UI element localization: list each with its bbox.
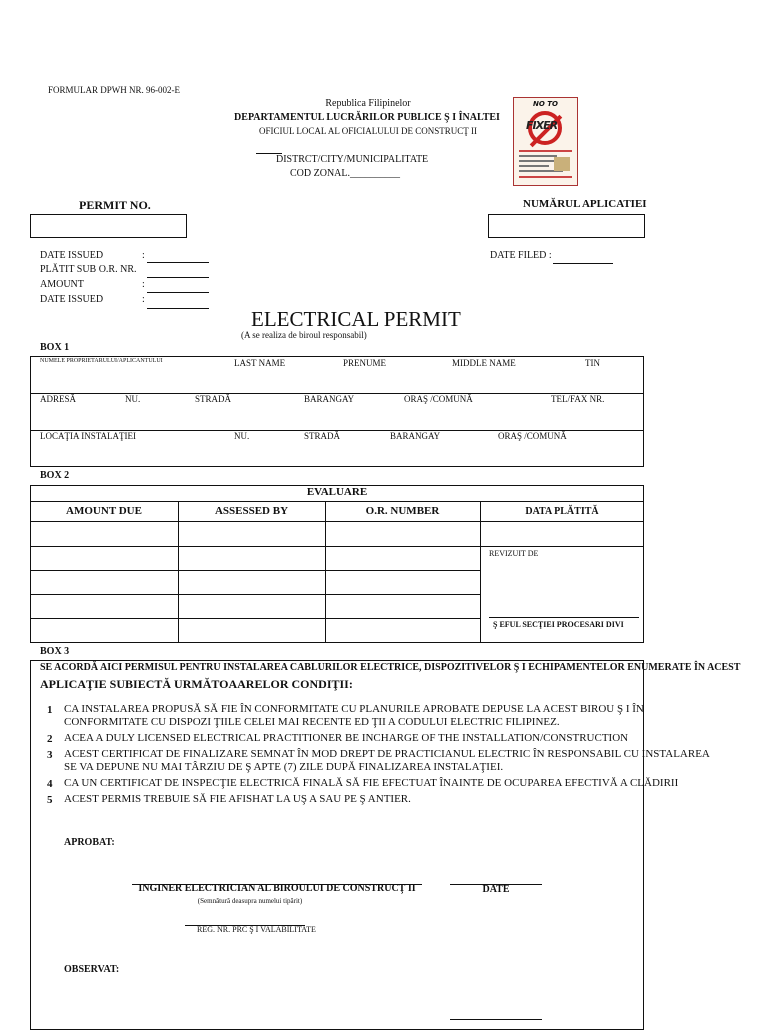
date-filed-field[interactable] (553, 263, 613, 264)
date-issued-label-2: DATE ISSUED (40, 294, 104, 305)
assessed-by-header: ASSESSED BY (214, 505, 289, 517)
page-title: ELECTRICAL PERMIT (251, 307, 461, 331)
amount-label: AMOUNT (40, 279, 84, 290)
logo-text: NO TO (533, 100, 558, 108)
signature-note: (Semnătură deasupra numelui tipărit) (197, 897, 303, 905)
owner-label: NUMELE PROPRIETARULUI/APLICANTULUI (40, 358, 163, 364)
section-chief-label: Ş EFUL SECŢIEI PROCESARI DIVI (493, 620, 624, 629)
engineer-label: INGINER ELECTRICIAN AL BIROULUI DE CONSTRUCŢ II (138, 883, 416, 894)
middle-name-label: MIDDLE NAME (452, 358, 516, 368)
condition-3: 3 ACEST CERTIFICAT DE FINALIZARE SEMNAT ÎN MOD DREPT DE PRACTICIANUL ELECTRIC ÎN RESPONSABIL CU INSTALAREA SE VA DEPUNE NU MAI TÂRZIU DE Ş APTE (7) ZILE DUPĂ FINALIZAREA INSTALAŢIEI. (47, 748, 710, 773)
application-no-field[interactable] (488, 214, 645, 238)
condition-1: 1 CA INSTALAREA PROPUSĂ SĂ FIE ÎN CONFORMITATE CU PLANURILE APROBATE DEPUSE LA ACEST BIROU Ş I ÎN CONFORMITATE CU DISPOZI ŢIILE CELEI MAI RECENTE ED ŢII A CODULUI ELECTRIC FILIPINEZ. (47, 703, 644, 728)
last-name-label: LAST NAME (234, 358, 286, 368)
conditions-intro: SE ACORDĂ AICI PERMISUL PENTRU INSTALAREA CABLURILOR ELECTRICE, DISPOZITIVELOR Ş I ECHIPAMENTELOR ENUMERATE ÎN ACEST (40, 662, 741, 673)
condition-2: 2 ACEA A DULY LICENSED ELECTRICAL PRACTITIONER BE INCHARGE OF THE INSTALLATION/CONSTRUCTION (47, 732, 629, 745)
page-subtitle: (A se realiza de biroul responsabil) (241, 330, 367, 340)
approved-label: APROBAT: (64, 837, 115, 848)
district-label: DISTRCT/CITY/MUNICIPALITATE (276, 154, 429, 165)
address-city-label: ORAŞ /COMUNĂ (404, 394, 473, 404)
observed-line[interactable] (450, 1019, 542, 1020)
address-no-label: NU. (125, 394, 141, 404)
application-no-label: NUMĂRUL APLICATIEI (523, 198, 647, 210)
location-label: LOCAŢIA INSTALAŢIEI (40, 431, 137, 441)
date-issued-field[interactable] (147, 262, 209, 263)
location-street-label: STRADĂ (304, 431, 341, 441)
tin-label: TIN (585, 358, 600, 368)
no-fixer-logo (513, 97, 578, 186)
evaluation-title: EVALUARE (306, 486, 368, 498)
form-code: FORMULAR DPWH NR. 96-002-E (48, 85, 181, 95)
condition-4: 4 CA UN CERTIFICAT DE INSPECŢIE ELECTRICĂ FINALĂ SĂ FIE EFECTUAT ÎNAINTE DE OCUPAREA EFECTIVĂ A CLĂDIRII (47, 777, 679, 790)
or-number-header: O.R. NUMBER (365, 505, 440, 517)
date-issued-field-2[interactable] (147, 308, 209, 309)
reg-no-label: REG. NR. PRC Ş I VALABILITATE (197, 925, 316, 934)
amount-due-header: AMOUNT DUE (66, 505, 142, 517)
paid-or-field[interactable] (147, 277, 209, 278)
tel-fax-label: TEL/FAX NR. (551, 394, 605, 404)
paid-or-label: PLĂTIT SUB O.R. NR. (40, 264, 137, 275)
address-label: ADRESĂ (40, 394, 77, 404)
first-name-label: PRENUME (343, 358, 387, 368)
republic-label: Republica Filipinelor (325, 98, 411, 109)
date-issued-label: DATE ISSUED (40, 250, 104, 261)
condition-5: 5 ACEST PERMIS TREBUIE SĂ FIE AFISHAT LA UŞ A SAU PE Ş ANTIER. (47, 793, 411, 806)
date-filed-label: DATE FILED : (490, 250, 552, 261)
office-label: OFICIUL LOCAL AL OFICIALULUI DE CONSTRUCŢ II (259, 126, 477, 136)
conditions-heading: APLICAŢIE SUBIECTĂ URMĂTOAARELOR CONDIŢII: (40, 677, 353, 691)
address-barangay-label: BARANGAY (304, 394, 355, 404)
box3-label: BOX 3 (40, 646, 70, 657)
location-city-label: ORAŞ /COMUNĂ (498, 431, 567, 441)
box1 (30, 356, 644, 467)
box1-label: BOX 1 (40, 342, 70, 353)
permit-no-field[interactable] (30, 214, 187, 238)
logo-mark: FIXER (526, 119, 558, 132)
box2-label: BOX 2 (40, 470, 70, 481)
date-paid-header: DATA PLĂTITĂ (525, 506, 599, 517)
date-label: DATE (482, 884, 510, 895)
location-barangay-label: BARANGAY (390, 431, 441, 441)
address-street-label: STRADĂ (195, 394, 232, 404)
location-no-label: NU. (234, 431, 250, 441)
observed-label: OBSERVAT: (64, 964, 120, 975)
amount-field[interactable] (147, 292, 209, 293)
permit-no-label: PERMIT NO. (79, 198, 151, 212)
department-label: DEPARTAMENTUL LUCRĂRILOR PUBLICE Ş I ÎNALTEI (234, 112, 500, 123)
reviewed-by-label: REVIZUIT DE (489, 549, 539, 558)
zone-code-label: COD ZONAL.__________ (290, 168, 400, 179)
